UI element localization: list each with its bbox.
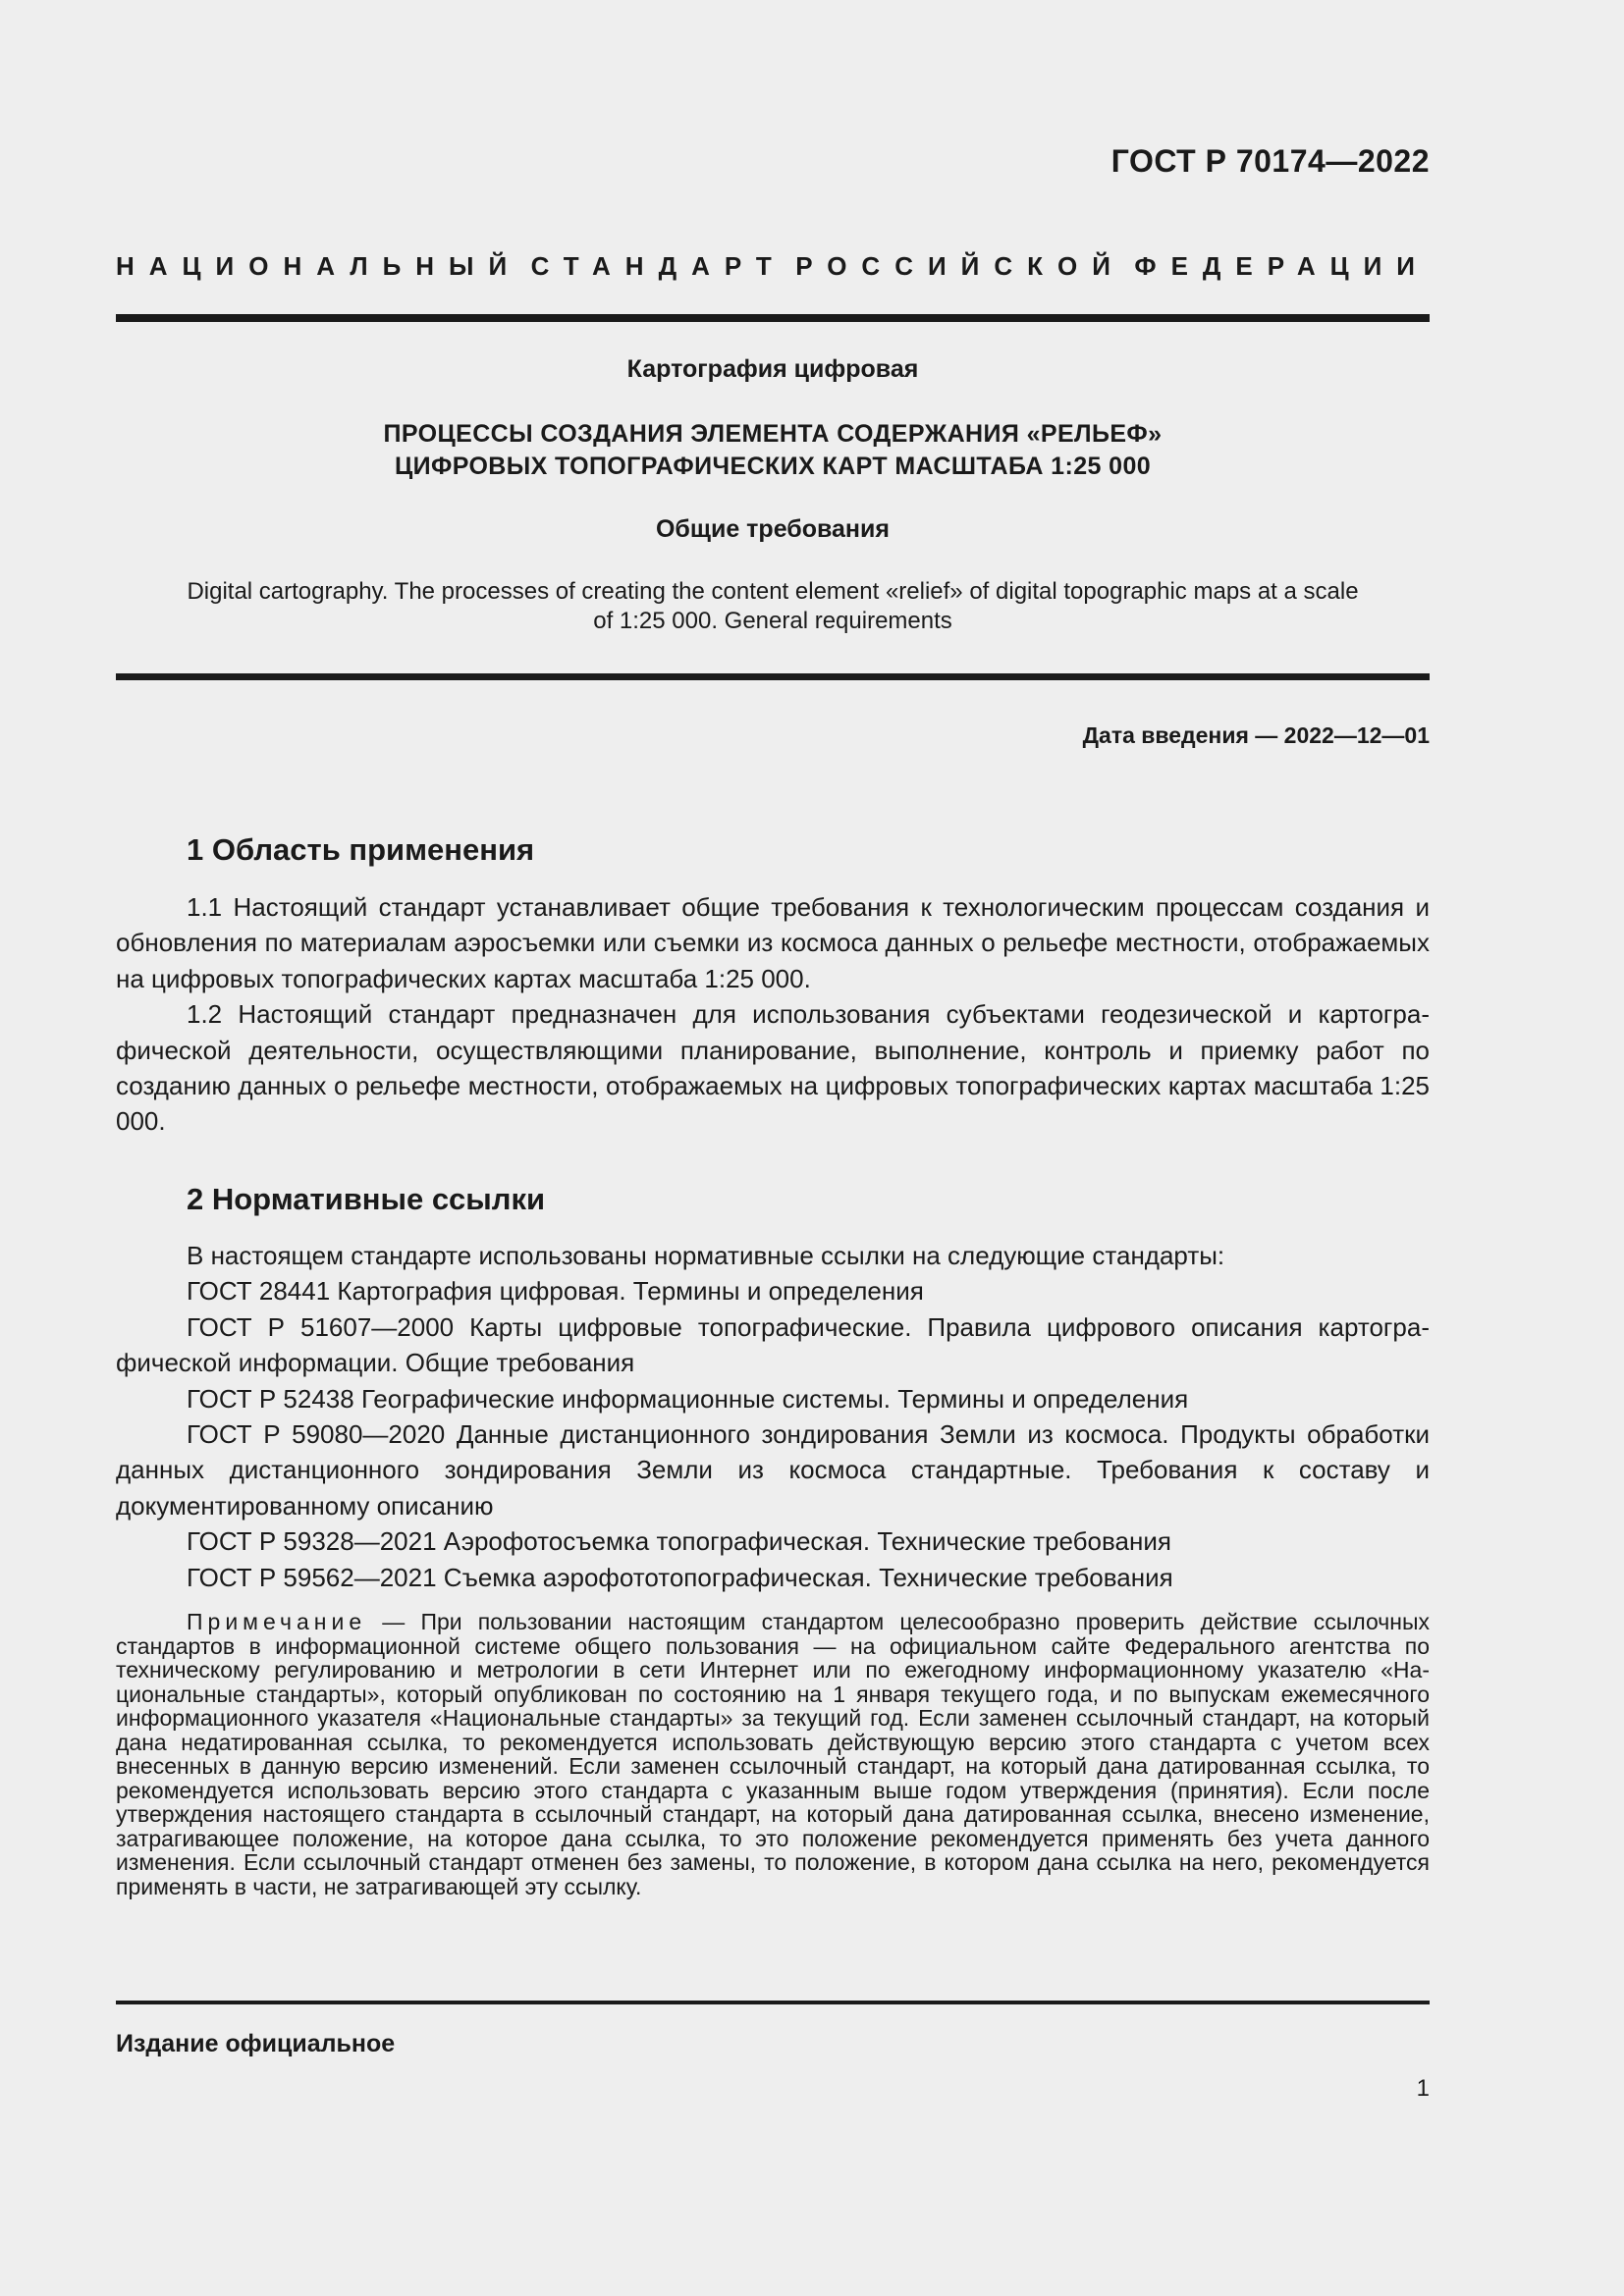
note-block (116, 1610, 1430, 1898)
english-title (155, 577, 1390, 636)
main-title-line2: ЦИФРОВЫХ ТОПОГРАФИЧЕСКИХ КАРТ МАСШТАБА 1:25 000 (394, 453, 1152, 480)
main-title (116, 418, 1430, 483)
edition-label: Издание официальное (116, 2030, 396, 2057)
section2-body (116, 1238, 1430, 1595)
section1-body (116, 889, 1430, 1140)
section2-heading: 2 Нормативные ссылки (187, 1182, 546, 1216)
footer-divider (116, 2001, 1430, 2004)
reference-item: ГОСТ 28441 Картография цифровая. Термины и определения (187, 1276, 924, 1307)
title-divider (116, 673, 1430, 680)
page-number: 1 (1416, 2075, 1430, 2102)
main-title-line1: ПРОЦЕССЫ СОЗДАНИЯ ЭЛЕМЕНТА СОДЕРЖАНИЯ «РЕЛЬЕФ» (383, 420, 1163, 448)
paragraph: В настоящем стандарте использованы нормативные ссылки на следующие стандарты: (187, 1241, 1225, 1270)
note-label: Примечание (187, 1609, 367, 1634)
top-divider (116, 314, 1430, 322)
banner-word: СТАНДАРТ (530, 251, 786, 281)
reference-item: ГОСТ Р 52438 Географические информационные системы. Термины и определения (187, 1383, 1189, 1414)
document-page (116, 0, 1430, 2296)
section1-heading: 1 Область применения (187, 832, 535, 867)
reference-item: ГОСТ Р 51607—2000 Карты цифровые топографические. Правила цифрового описания картографической информации. Общие требования (116, 1311, 1430, 1378)
banner-word: РОССИЙСКОЙ (795, 251, 1125, 281)
note-text: — При пользовании настоящим стандартом целесообразно проверить действие ссылочных стандартов в информационной системе общего пользования — на официальном сайте Федерального агентства по техническому регулированию и метрологии в сети Интернет или по ежегодному информационному указателю «Национальные стандарты», который опубликован по состоянию на 1 января текущего года, и по выпускам ежемесячного информационного указателя «Национальные стандарты» за текущий год. Если заменен ссылочный стандарт, на который дана недатированная ссылка, то рекомендуется использовать действующую версию этого стандарта с учетом всех внесенных в данную версию изменений. Если заменен ссылочный стандарт, на который дана датированная ссылка, то рекомендуется использовать версию этого стандарта с указанным выше годом утверждения (принятия). Если после утверждения настоящего стандарта в ссылочный стандарт, на который дана датированная ссылка, внесено изменение, затрагивающее положение, на которое дана ссылка, то это положение рекомендуется применять без учета данного изменения. Если ссылочный стандарт отменен без замены, то положение, в котором дана ссылка на него, рекомендуется применять в части, не затрагивающей эту ссылку. (116, 1609, 1430, 1899)
subject-title: Картография цифровая (626, 355, 919, 383)
paragraph: 1.1 Настоящий стандарт устанавливает общие требования к технологическим процессам создания и обновления по материалам аэросъемки или съемки из космоса данных о рельефе местности, отображаемых на цифровых топографических картах масштаба 1:25 000. (116, 892, 1430, 993)
english-title-line1: Digital cartography. The processes of creating the content element «relief» of digital topographic maps at a scale (187, 578, 1359, 605)
banner-word: ФЕДЕРАЦИИ (1134, 251, 1430, 281)
reference-item: ГОСТ Р 59562—2021 Съемка аэрофототопографическая. Технические требования (187, 1562, 1173, 1592)
note-paragraph (116, 1610, 1430, 1898)
english-title-line2: of 1:25 000. General requirements (593, 608, 952, 634)
gost-code: ГОСТ Р 70174—2022 (1110, 143, 1430, 179)
banner-word: НАЦИОНАЛЬНЫЙ (116, 251, 522, 281)
intro-date: Дата введения — 2022—12—01 (1082, 722, 1430, 748)
reference-item: ГОСТ Р 59080—2020 Данные дистанционного зондирования Земли из космоса. Продукты обработки данных дистанционного зондирования Земли из космоса стандартные. Требования к составу и документированному описанию (116, 1419, 1430, 1521)
national-standard-banner (116, 251, 1430, 282)
paragraph: 1.2 Настоящий стандарт предназначен для использования субъектами геодезической и картографической деятельности, осуществляющими планирование, выполнение, контроль и приемку работ по созданию данных о рельефе местности, отображаемых на цифровых топографических картах масштаба 1:25 000. (116, 999, 1430, 1137)
reference-item: ГОСТ Р 59328—2021 Аэрофотосъемка топографическая. Технические требования (187, 1526, 1171, 1557)
general-requirements-title: Общие требования (655, 515, 890, 543)
